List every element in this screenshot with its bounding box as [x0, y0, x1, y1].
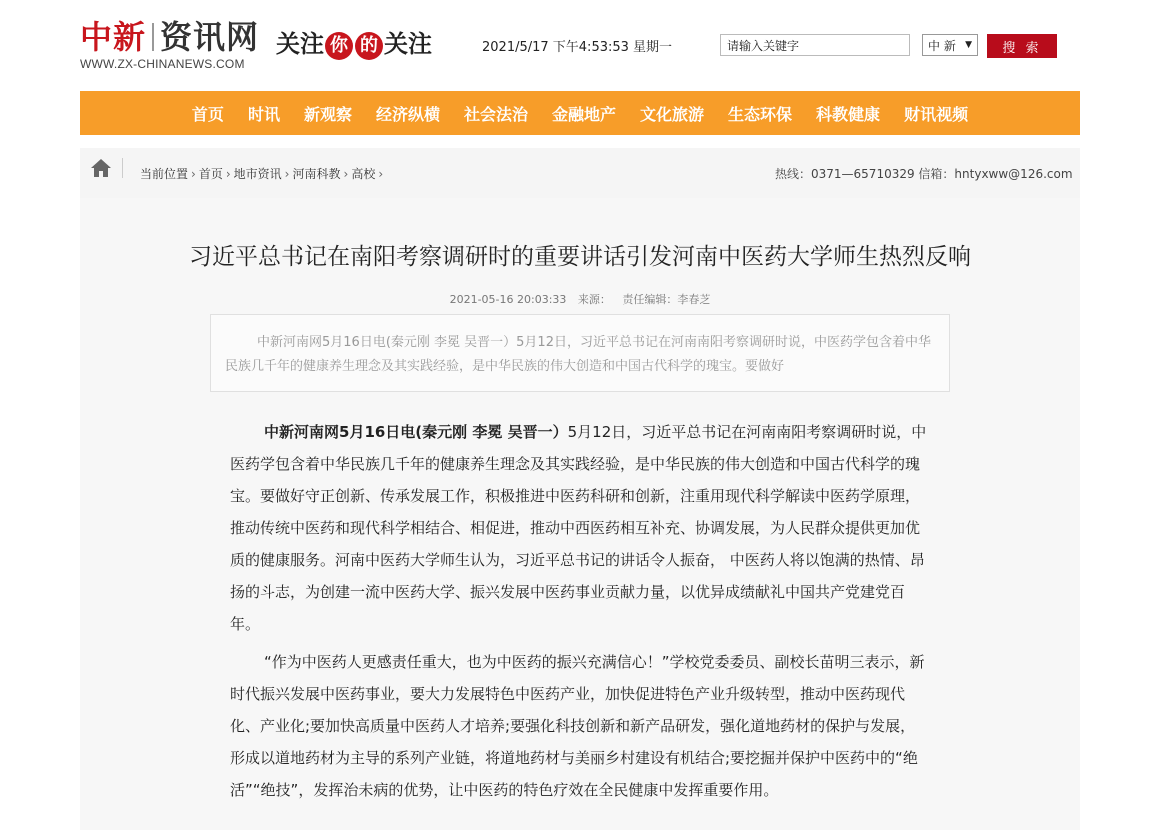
breadcrumb-region[interactable]: 地市资讯 — [233, 167, 282, 181]
article-paragraph-1-text: 5月12日，习近平总书记在河南南阳考察调研时说，中医药学包含着中华民族几千年的健康养生理念及其实践经验，是中华民族的伟大创造和中国古代科学的瑰宝。要做好守正创新、传承发展工作，积极推进中医药科研和创新，注重用现代科学解读中医药学原理，推动传统中医药和现代科学相结合、相促进，推动中西医药相互补充、协调发展，为人民群众提供更加优质的健康服务。河南中医药大学师生认为，习近平总书记的讲话令人振奋， 中医药人将以饱满的热情、昂扬的斗志，为创建一流中医药大学、振兴发展中医药事业贡献力量，以优异成绩献礼中国共产党建党百年。 — [230, 423, 927, 633]
breadcrumb — [140, 165, 386, 182]
nav-item-society-law[interactable]: 社会法治 — [463, 104, 528, 124]
nav-item-culture-travel[interactable]: 文化旅游 — [640, 104, 705, 124]
article-title: 习近平总书记在南阳考察调研时的重要讲话引发河南中医药大学师生热烈反响 — [189, 244, 971, 270]
breadcrumb-category[interactable]: 河南科教 — [292, 167, 341, 181]
breadcrumb-arrow: › — [378, 167, 384, 181]
main-nav — [80, 91, 1080, 135]
breadcrumb-arrow: › — [191, 167, 196, 181]
home-icon[interactable] — [90, 157, 112, 179]
article-date: 2021-05-16 20:03:33 — [449, 293, 567, 306]
article-lead: 中新河南网5月16日电(秦元刚 李冕 吴晋一） — [264, 423, 568, 441]
breadcrumb-divider — [122, 158, 123, 178]
nav-item-economy[interactable]: 经济纵横 — [375, 104, 440, 124]
article-paragraph-2: “作为中医药人更感责任重大，也为中医药的振兴充满信心！”学校党委委员、副校长苗明三表示，新时代振兴发展中医药事业，要大力发展特色中医药产业，加快促进特色产业升级转型，推动中医药现代化、产业化;要加快高质量中医药人才培养;要强化科技创新和新产品研发，强化道地药材的保护与发展，形成以道地药材为主导的系列产业链，将道地药材与美丽乡村建设有机结合;要挖掘并保护中医药中的“绝活”“绝技”，发挥治未病的优势，让中医药的特色疗效在全民健康中发挥重要作用。 — [230, 653, 925, 799]
article-editor: 责任编辑：李春芝 — [622, 293, 711, 306]
slogan-left: 关注 — [276, 29, 324, 58]
hotline-info: 热线：0371—65710329 信箱：hntyxww@126.com — [775, 167, 1073, 181]
search-button[interactable]: 搜 索 — [987, 34, 1057, 58]
nav-item-home[interactable]: 首页 — [191, 104, 224, 124]
search-scope-select[interactable] — [922, 34, 978, 56]
logo-divider — [152, 23, 154, 51]
article-meta — [80, 291, 1080, 307]
logo-red-text: 中新 — [80, 18, 147, 56]
nav-item-finance-realestate[interactable]: 金融地产 — [552, 104, 617, 124]
slogan-circle-2: 的 — [355, 32, 383, 60]
nav-item-news[interactable]: 时讯 — [247, 104, 280, 124]
breadcrumb-arrow: › — [284, 167, 290, 181]
nav-item-ecology[interactable]: 生态环保 — [728, 104, 793, 124]
logo-url: WWW.ZX-CHINANEWS.COM — [80, 57, 245, 71]
breadcrumb-arrow: › — [343, 167, 349, 181]
breadcrumb-prefix: 当前位置 — [140, 167, 189, 181]
article-source: 来源： — [577, 293, 611, 306]
article-summary: 中新河南网5月16日电(秦元刚 李冕 吴晋一）5月12日，习近平总书记在河南南阳考察调研时说，中医药学包含着中华民族几千年的健康养生理念及其实践经验，是中华民族的伟大创造和中国古代科学的瑰宝。要做好 — [210, 314, 950, 392]
slogan-circle-1: 你 — [325, 32, 353, 60]
current-datetime: 2021/5/17 下午4:53:53 星期一 — [482, 40, 673, 55]
nav-item-finance-video[interactable]: 财讯视频 — [904, 104, 969, 124]
breadcrumb-home[interactable]: 首页 — [198, 167, 223, 181]
slogan — [276, 24, 432, 60]
search-scope-value: 中 新 — [928, 38, 956, 53]
breadcrumb-arrow: › — [225, 167, 231, 181]
search-input[interactable] — [720, 34, 910, 56]
article-paragraph-1 — [230, 416, 930, 640]
nav-item-science-health[interactable]: 科教健康 — [816, 104, 881, 124]
nav-item-observation[interactable]: 新观察 — [303, 104, 352, 124]
slogan-right: 关注 — [384, 29, 432, 58]
logo-black-text: 资讯网 — [160, 18, 260, 56]
article-body — [230, 416, 930, 806]
site-logo[interactable] — [80, 12, 259, 58]
breadcrumb-subcategory[interactable]: 高校 — [351, 167, 376, 181]
chevron-down-icon: ▼ — [965, 40, 972, 50]
